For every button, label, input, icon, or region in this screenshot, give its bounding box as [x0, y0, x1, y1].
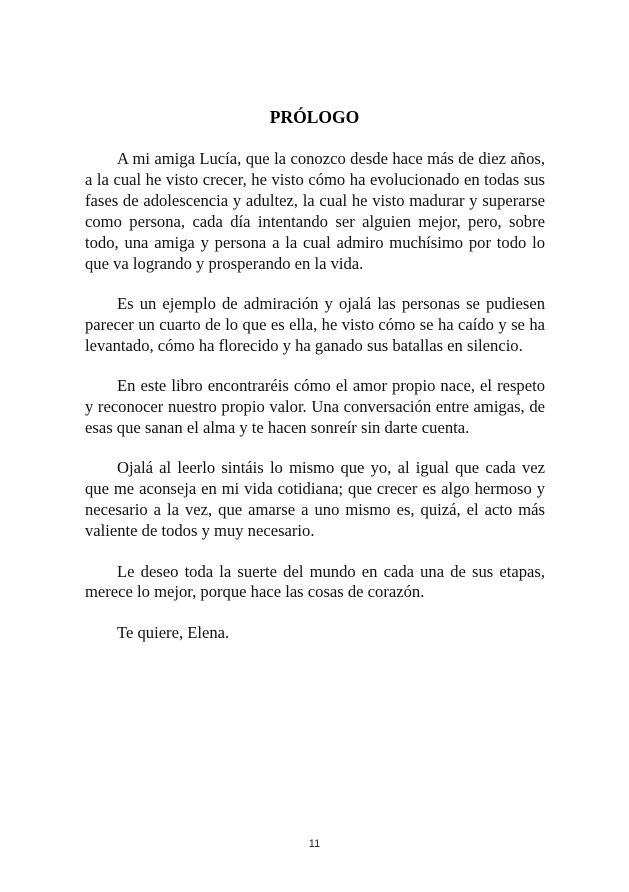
- chapter-title: PRÓLOGO: [269, 107, 360, 127]
- paragraph-dedication: A mi amiga Lucía, que la conozco desde hace más de diez años, a la cual he visto crecer, he visto cómo ha evolucionado en todas sus fases de adolescencia y adultez, la cual he visto madurar y superarse como persona, cada día intentando ser alguien mejor, pero, sobre todo, una amiga y persona a la cual admiro muchísimo por todo lo que va logrando y prosperando en la vida.: [85, 149, 545, 273]
- paragraph-good-luck: Le deseo toda la suerte del mundo en cada una de sus etapas, merece lo mejor, porque hace las cosas de corazón.: [85, 561, 545, 602]
- paragraph-wish: Ojalá al leerlo sintáis lo mismo que yo, al igual que cada vez que me aconseja en mi vida cotidiana; que crecer es algo hermoso y necesario a la vez, que amarse a uno mismo es, quizá, el acto más valiente de todos y muy necesario.: [85, 458, 545, 541]
- page-number: 11: [308, 838, 321, 850]
- body-text: [85, 149, 545, 663]
- signature: Te quiere, Elena.: [117, 622, 230, 642]
- paragraph-book-content: En este libro encontraréis cómo el amor propio nace, el respeto y reconocer nuestro propio valor. Una conversación entre amigas, de esas que sanan el alma y te hacen sonreír sin darte cuenta.: [85, 376, 545, 437]
- paragraph-admiration: Es un ejemplo de admiración y ojalá las personas se pudiesen parecer un cuarto de lo que es ella, he visto cómo se ha caído y se ha levantado, cómo ha florecido y ha ganado sus batallas en silencio.: [85, 293, 545, 355]
